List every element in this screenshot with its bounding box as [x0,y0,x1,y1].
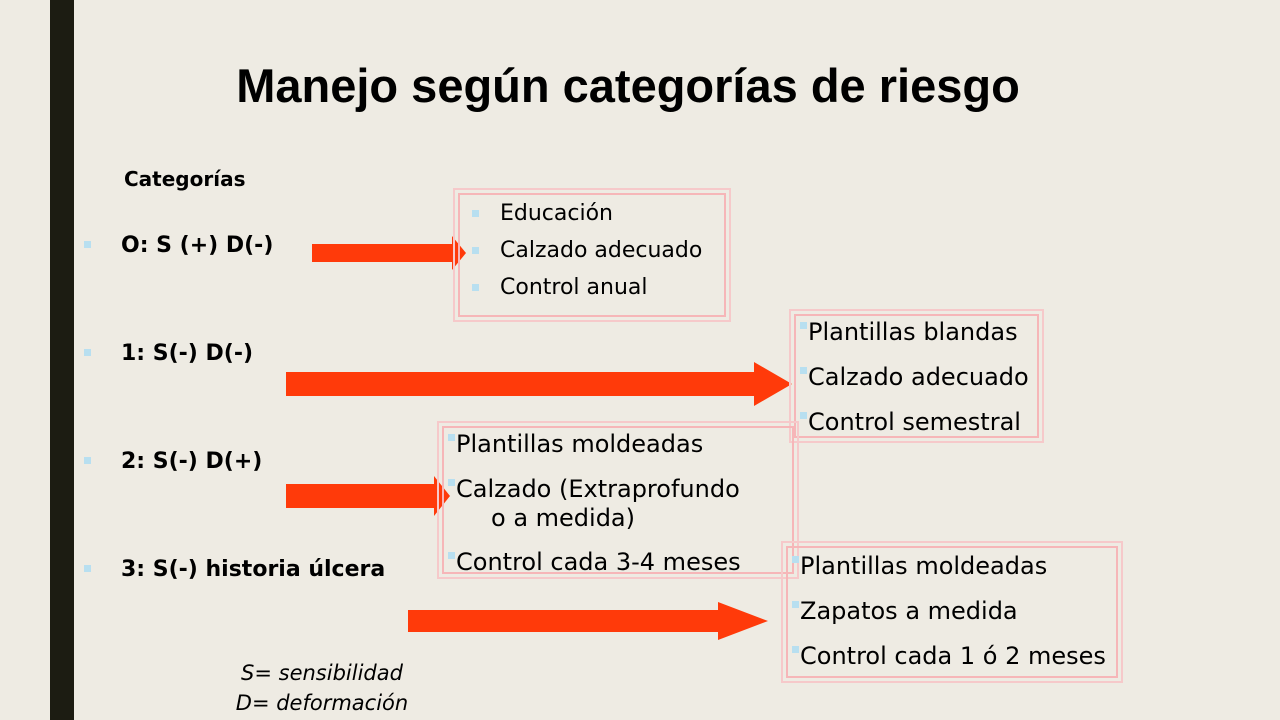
item-text: Calzado adecuado [500,238,703,263]
item-text: Plantillas blandas [808,318,1018,346]
item-text: Educación [500,201,613,226]
legend-sensibilidad: S= sensibilidad [241,661,403,685]
category-2 [84,448,262,476]
list-item [788,589,1116,634]
item-text: Control cada 3-4 meses [456,548,741,576]
legend-deformacion: D= deformación [235,691,409,715]
category-3 [84,556,385,584]
bullet-icon [84,565,91,572]
arrow-category-1 [286,360,794,410]
item-text: Calzado adecuado [808,363,1029,391]
category-0-label: O: S (+) D(-) [121,233,274,258]
list-item [796,400,1037,445]
item-text: Plantillas moldeadas [456,430,704,458]
management-list [444,422,792,585]
arrow-category-3 [408,600,770,644]
management-box-category-1 [794,314,1039,438]
bullet-icon [792,601,799,608]
bullet-icon [792,646,799,653]
list-item [460,232,724,269]
item-text: Control semestral [808,408,1021,436]
management-box-category-3 [786,546,1118,678]
list-item [444,422,792,467]
category-0 [84,232,273,260]
categories-heading: Categorías [124,167,246,191]
bullet-icon [448,552,455,559]
slide-title: Manejo según categorías de riesgo [236,59,1020,112]
arrow-category-0 [312,234,468,274]
bullet-icon [472,247,479,254]
category-2-label: 2: S(-) D(+) [121,449,263,474]
item-text: Zapatos a medida [800,597,1018,625]
bullet-icon [472,210,479,217]
category-1 [84,340,253,368]
abbreviation-legend [200,658,444,718]
management-box-category-0 [458,193,726,317]
bullet-icon [448,479,455,486]
category-3-label: 3: S(-) historia úlcera [121,557,386,582]
bullet-icon [800,412,807,419]
item-text: Calzado (Extraprofundo [456,475,740,503]
list-item [796,310,1037,355]
item-text: Plantillas moldeadas [800,552,1048,580]
bullet-icon [84,241,91,248]
list-item [788,634,1116,679]
bullet-icon [84,349,91,356]
list-item [460,195,724,232]
bullet-icon [800,322,807,329]
bullet-icon [448,434,455,441]
arrow-category-2 [286,474,452,520]
bullet-icon [800,367,807,374]
item-text-continuation: o a medida) [491,504,635,532]
management-list [796,310,1037,445]
list-item [444,540,792,585]
management-list [788,544,1116,679]
category-1-label: 1: S(-) D(-) [121,341,254,366]
bullet-icon [472,284,479,291]
list-item [460,269,724,306]
list-item [444,467,792,532]
item-text: Control anual [500,275,648,300]
item-text: Control cada 1 ó 2 meses [800,642,1106,670]
bullet-icon [792,556,799,563]
bullet-icon [84,457,91,464]
management-list [460,195,724,306]
list-item [796,355,1037,400]
management-box-category-2 [442,426,794,574]
list-item [788,544,1116,589]
